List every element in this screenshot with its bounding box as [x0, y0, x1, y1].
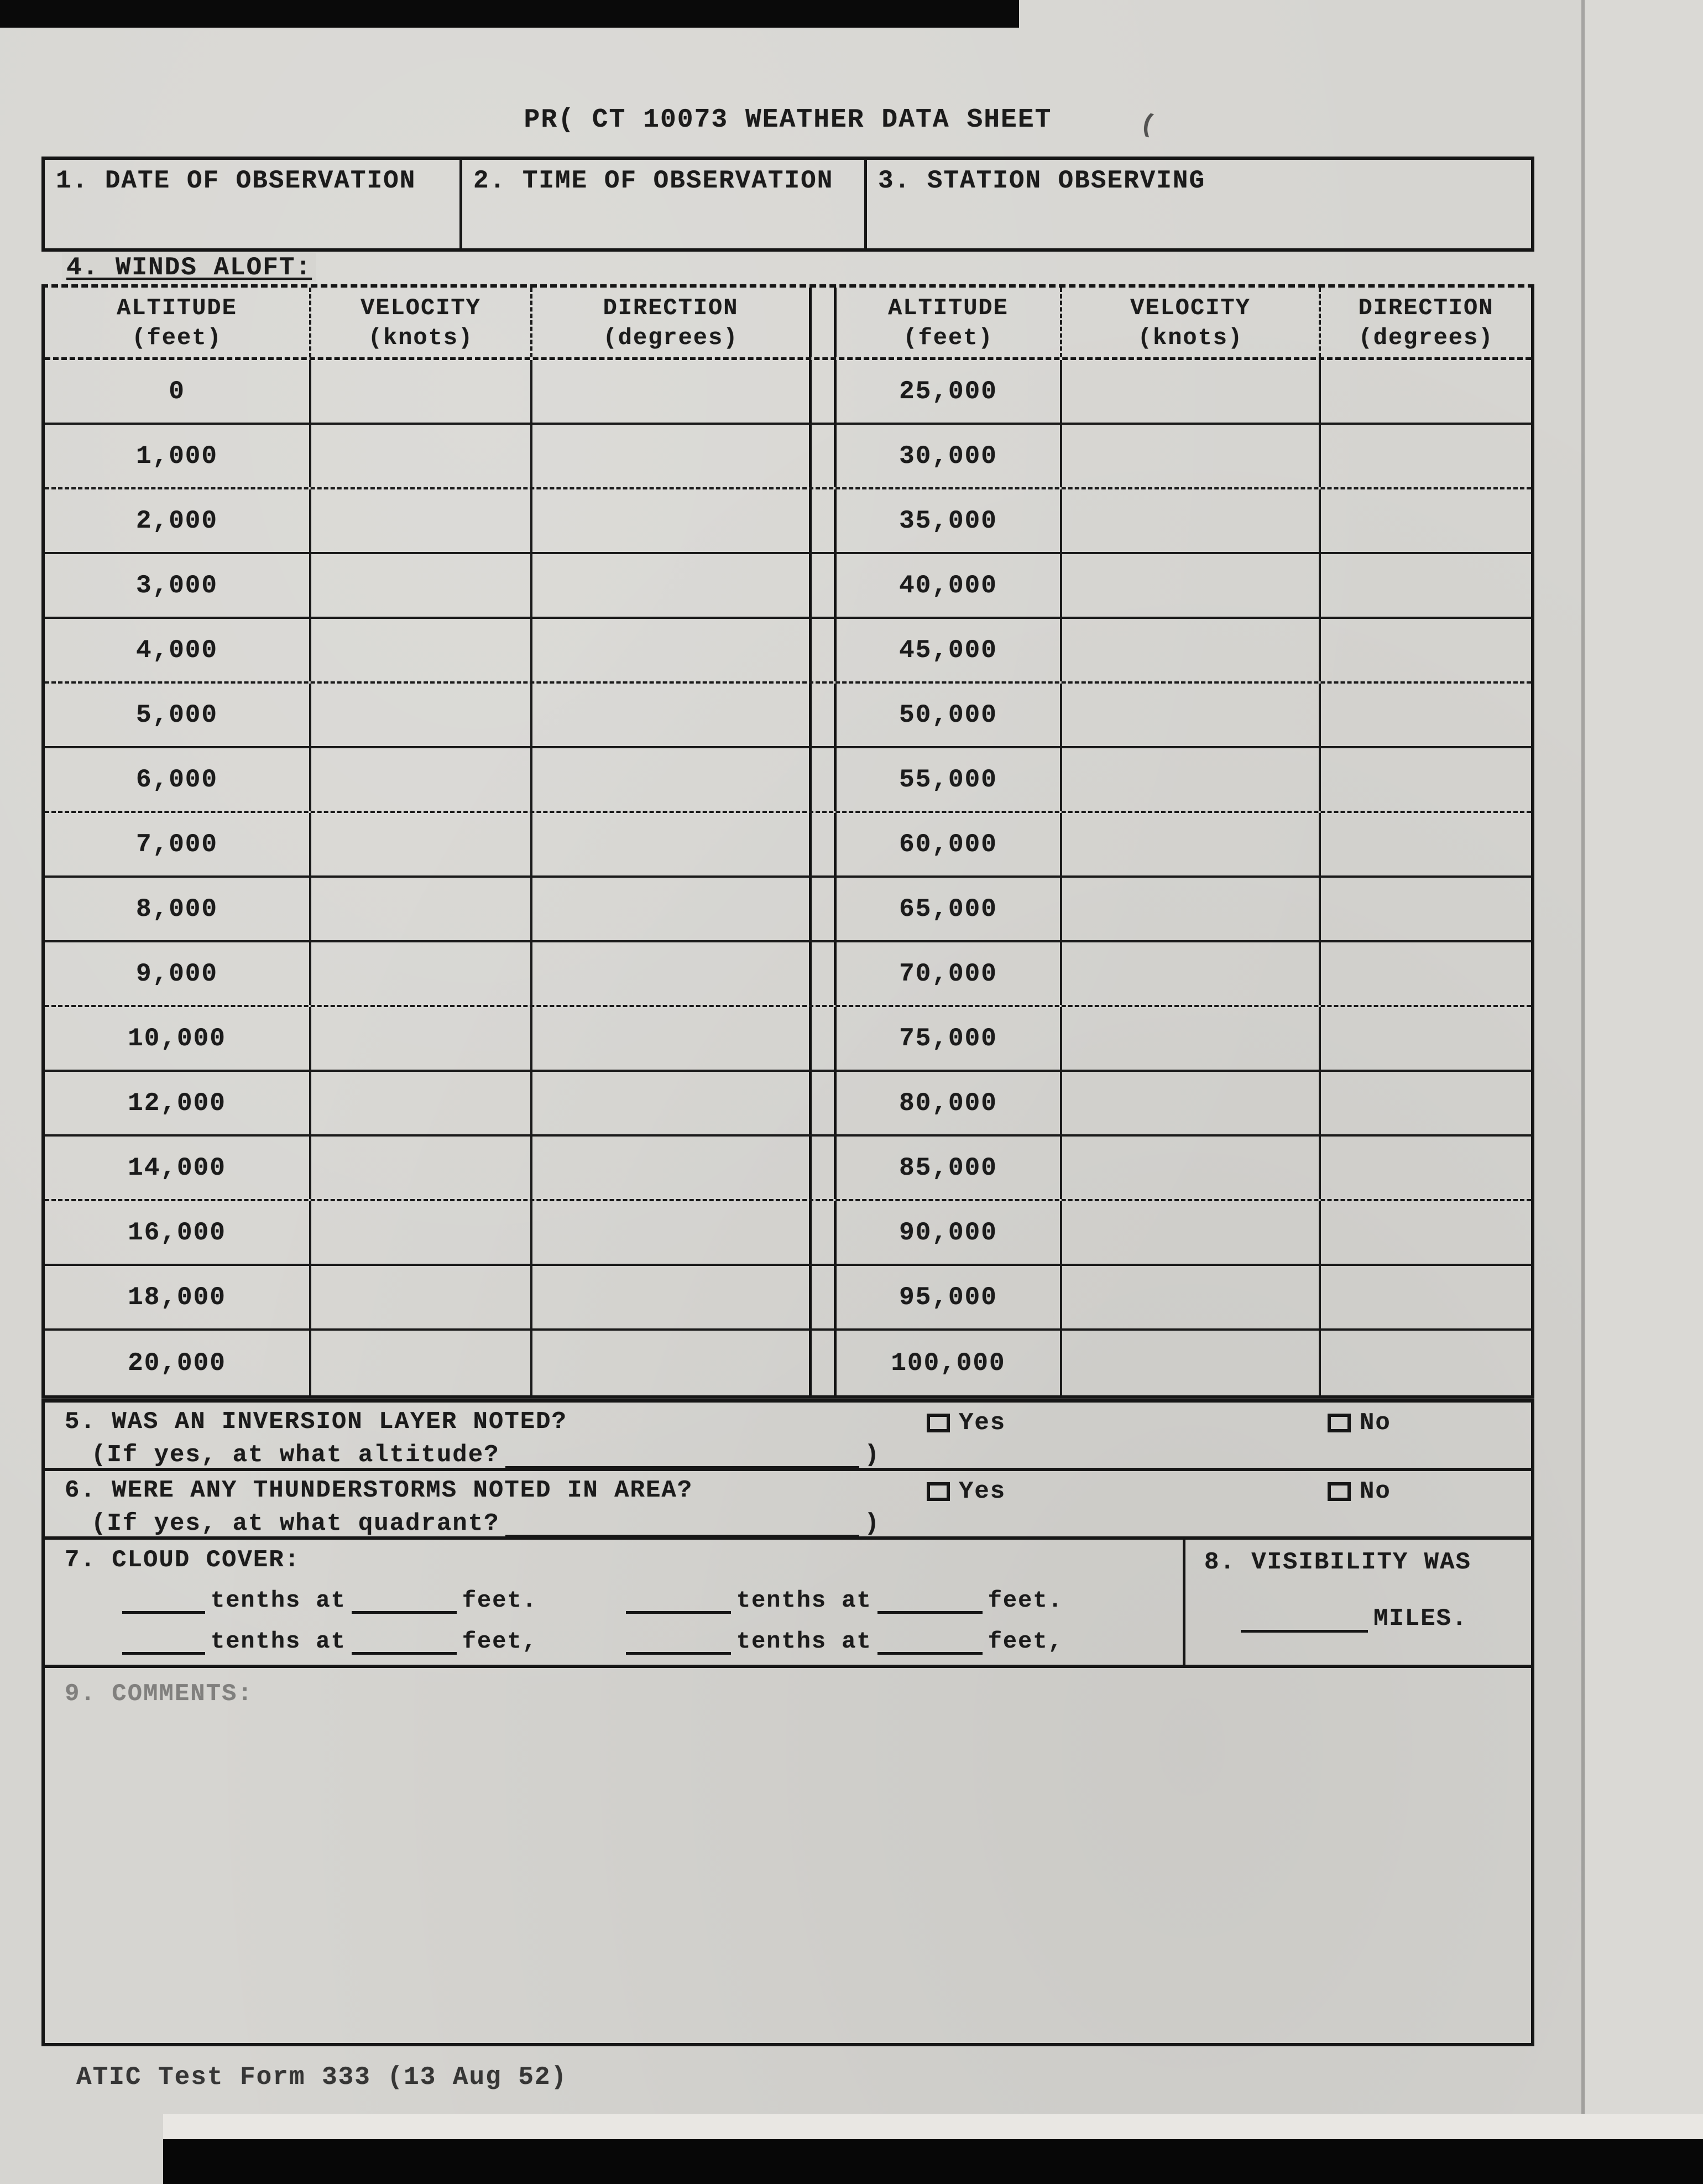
cloud-cover-section — [45, 1540, 1185, 1665]
question-subline — [91, 1510, 880, 1537]
direction-cell — [1321, 878, 1531, 940]
yes-checkbox — [927, 1482, 950, 1501]
altitude-blank — [505, 1446, 859, 1469]
altitude-cell: 65,000 — [837, 878, 1062, 940]
direction-cell — [1321, 1201, 1531, 1264]
winds-row — [45, 554, 1531, 619]
col-header-title: ALTITUDE — [117, 295, 237, 321]
cloud-cover-line-1 — [117, 1587, 1063, 1614]
direction-cell — [532, 1331, 809, 1395]
velocity-cell — [311, 425, 532, 487]
direction-cell — [1321, 1331, 1531, 1395]
col-header-velocity-left — [311, 288, 532, 357]
altitude-cell: 95,000 — [837, 1266, 1062, 1328]
table-half-divider — [809, 878, 837, 940]
tenths-blank — [122, 1591, 205, 1614]
no-option — [1328, 1478, 1391, 1505]
winds-aloft-section-label: 4. WINDS ALOFT: — [62, 253, 316, 282]
winds-aloft-table — [41, 284, 1534, 1399]
question-inversion-layer — [41, 1399, 1534, 1471]
altitude-cell: 8,000 — [45, 878, 311, 940]
table-half-divider — [809, 425, 837, 487]
table-half-divider — [809, 1266, 837, 1328]
velocity-cell — [311, 942, 532, 1005]
altitude-cell: 100,000 — [837, 1331, 1062, 1395]
tenths-blank — [626, 1632, 731, 1655]
scan-fold-line — [1581, 0, 1585, 2184]
direction-cell — [532, 1072, 809, 1134]
velocity-cell — [311, 1072, 532, 1134]
table-half-divider — [809, 1072, 837, 1134]
velocity-cell — [311, 554, 532, 617]
altitude-cell: 2,000 — [45, 489, 311, 552]
miles-blank — [1241, 1609, 1368, 1633]
altitude-cell: 60,000 — [837, 813, 1062, 875]
feet-blank — [352, 1632, 457, 1655]
direction-cell — [532, 554, 809, 617]
table-half-divider — [809, 489, 837, 552]
scan-top-black-bar — [0, 0, 1019, 28]
velocity-cell — [1062, 1201, 1321, 1264]
scan-right-margin — [1585, 0, 1703, 2184]
winds-table-body — [45, 360, 1531, 1395]
velocity-cell — [1062, 684, 1321, 746]
no-option — [1328, 1409, 1391, 1437]
table-half-divider — [809, 748, 837, 811]
table-half-divider — [809, 813, 837, 875]
direction-cell — [1321, 360, 1531, 423]
winds-table-header — [45, 288, 1531, 360]
stray-pen-mark: ( — [1137, 109, 1159, 141]
altitude-cell: 16,000 — [45, 1201, 311, 1264]
feet-label: feet, — [462, 1628, 537, 1655]
direction-cell — [532, 425, 809, 487]
direction-cell — [532, 748, 809, 811]
velocity-cell — [1062, 1137, 1321, 1199]
winds-row — [45, 748, 1531, 813]
direction-cell — [1321, 554, 1531, 617]
velocity-cell — [1062, 554, 1321, 617]
winds-row — [45, 489, 1531, 554]
no-label: No — [1360, 1478, 1391, 1505]
subline-suffix: ) — [864, 1510, 880, 1537]
velocity-cell — [311, 878, 532, 940]
altitude-cell: 85,000 — [837, 1137, 1062, 1199]
velocity-cell — [1062, 813, 1321, 875]
altitude-cell: 30,000 — [837, 425, 1062, 487]
altitude-cell: 0 — [45, 360, 311, 423]
feet-label: feet. — [462, 1587, 537, 1614]
winds-row — [45, 684, 1531, 748]
velocity-cell — [1062, 425, 1321, 487]
table-half-divider — [809, 554, 837, 617]
col-header-title: VELOCITY — [361, 295, 481, 321]
direction-cell — [532, 619, 809, 681]
winds-row — [45, 1331, 1531, 1395]
table-half-divider — [809, 1137, 837, 1199]
direction-cell — [1321, 425, 1531, 487]
altitude-cell: 45,000 — [837, 619, 1062, 681]
velocity-cell — [311, 360, 532, 423]
comments-section — [41, 1665, 1534, 2046]
field-station-observing: 3. STATION OBSERVING — [878, 166, 1206, 195]
tenths-blank — [626, 1591, 731, 1614]
comments-label: 9. COMMENTS: — [65, 1680, 253, 1708]
tenths-blank — [122, 1632, 205, 1655]
col-header-title: DIRECTION — [603, 295, 739, 321]
winds-row — [45, 360, 1531, 425]
velocity-cell — [1062, 1266, 1321, 1328]
yes-option — [927, 1478, 1006, 1505]
altitude-cell: 75,000 — [837, 1007, 1062, 1070]
no-checkbox — [1328, 1482, 1351, 1501]
velocity-cell — [1062, 1007, 1321, 1070]
table-half-divider — [809, 1201, 837, 1264]
velocity-cell — [1062, 360, 1321, 423]
yes-label: Yes — [959, 1409, 1006, 1437]
winds-row — [45, 878, 1531, 942]
direction-cell — [1321, 748, 1531, 811]
altitude-cell: 12,000 — [45, 1072, 311, 1134]
winds-row — [45, 1072, 1531, 1137]
altitude-cell: 3,000 — [45, 554, 311, 617]
table-half-divider — [809, 360, 837, 423]
direction-cell — [1321, 1007, 1531, 1070]
altitude-cell: 80,000 — [837, 1072, 1062, 1134]
velocity-cell — [1062, 942, 1321, 1005]
col-header-unit: (degrees) — [1358, 325, 1494, 351]
visibility-value-line — [1235, 1605, 1467, 1633]
altitude-cell: 5,000 — [45, 684, 311, 746]
direction-cell — [1321, 813, 1531, 875]
altitude-cell: 14,000 — [45, 1137, 311, 1199]
table-half-divider — [809, 619, 837, 681]
cloud-cover-visibility-row — [41, 1536, 1534, 1668]
altitude-cell: 90,000 — [837, 1201, 1062, 1264]
col-header-title: VELOCITY — [1130, 295, 1251, 321]
miles-label: MILES. — [1373, 1605, 1468, 1633]
col-header-title: DIRECTION — [1358, 295, 1494, 321]
velocity-cell — [311, 748, 532, 811]
col-header-direction-left — [532, 288, 809, 357]
yes-checkbox — [927, 1414, 950, 1432]
form-number-footer: ATIC Test Form 333 (13 Aug 52) — [76, 2063, 568, 2092]
tenths-at-label: tenths at — [211, 1628, 346, 1655]
direction-cell — [1321, 1266, 1531, 1328]
question-label: 6. WERE ANY THUNDERSTORMS NOTED IN AREA? — [65, 1477, 693, 1504]
velocity-cell — [1062, 748, 1321, 811]
table-half-divider — [809, 288, 837, 357]
velocity-cell — [311, 619, 532, 681]
altitude-cell: 7,000 — [45, 813, 311, 875]
velocity-cell — [1062, 489, 1321, 552]
cloud-cover-line-2 — [117, 1628, 1063, 1655]
feet-label: feet, — [988, 1628, 1063, 1655]
col-header-unit: (feet) — [132, 325, 222, 351]
altitude-cell: 50,000 — [837, 684, 1062, 746]
velocity-cell — [311, 813, 532, 875]
cloud-cover-label: 7. CLOUD COVER: — [65, 1546, 301, 1574]
tenths-at-label: tenths at — [736, 1587, 872, 1614]
tenths-at-label: tenths at — [736, 1628, 872, 1655]
winds-row — [45, 1137, 1531, 1201]
direction-cell — [1321, 1137, 1531, 1199]
col-header-altitude-right — [837, 288, 1062, 357]
winds-row — [45, 425, 1531, 489]
field-time-of-observation: 2. TIME OF OBSERVATION — [462, 160, 867, 248]
direction-cell — [532, 1266, 809, 1328]
velocity-cell — [311, 1266, 532, 1328]
direction-cell — [1321, 1072, 1531, 1134]
subline-prefix: (If yes, at what quadrant? — [91, 1510, 500, 1537]
altitude-cell: 18,000 — [45, 1266, 311, 1328]
table-half-divider — [809, 684, 837, 746]
direction-cell — [1321, 684, 1531, 746]
altitude-cell: 35,000 — [837, 489, 1062, 552]
col-header-unit: (degrees) — [603, 325, 739, 351]
scan-bottom-white-strip — [163, 2114, 1703, 2139]
velocity-cell — [311, 1331, 532, 1395]
direction-cell — [532, 360, 809, 423]
velocity-cell — [1062, 1072, 1321, 1134]
altitude-cell: 20,000 — [45, 1331, 311, 1395]
direction-cell — [532, 684, 809, 746]
winds-row — [45, 942, 1531, 1007]
col-header-unit: (feet) — [903, 325, 994, 351]
observation-header-row — [41, 157, 1534, 252]
tenths-at-label: tenths at — [211, 1587, 346, 1614]
direction-cell — [532, 1201, 809, 1264]
altitude-cell: 9,000 — [45, 942, 311, 1005]
col-header-title: ALTITUDE — [888, 295, 1009, 321]
question-subline — [91, 1441, 880, 1469]
subline-suffix: ) — [864, 1441, 880, 1469]
direction-cell — [532, 942, 809, 1005]
velocity-cell — [1062, 1331, 1321, 1395]
winds-row — [45, 813, 1531, 878]
velocity-cell — [311, 684, 532, 746]
altitude-cell: 10,000 — [45, 1007, 311, 1070]
col-header-unit: (knots) — [1137, 325, 1244, 351]
scan-bottom-black-bar — [163, 2139, 1703, 2184]
direction-cell — [532, 1137, 809, 1199]
visibility-label: 8. VISIBILITY WAS — [1204, 1549, 1471, 1576]
winds-row — [45, 1266, 1531, 1331]
velocity-cell — [311, 1007, 532, 1070]
col-header-altitude-left — [45, 288, 311, 357]
quadrant-blank — [505, 1514, 859, 1537]
velocity-cell — [311, 1201, 532, 1264]
feet-blank — [352, 1591, 457, 1614]
question-thunderstorms — [41, 1468, 1534, 1540]
altitude-cell: 40,000 — [837, 554, 1062, 617]
winds-row — [45, 1007, 1531, 1072]
field-date-of-observation: 1. DATE OF OBSERVATION — [45, 160, 462, 248]
table-half-divider — [809, 942, 837, 1005]
direction-cell — [532, 813, 809, 875]
altitude-cell: 4,000 — [45, 619, 311, 681]
yes-option — [927, 1409, 1006, 1437]
feet-blank — [877, 1632, 983, 1655]
visibility-section — [1185, 1540, 1531, 1665]
direction-cell — [532, 1007, 809, 1070]
page-title: PR( CT 10073 WEATHER DATA SHEET — [524, 105, 1052, 135]
table-half-divider — [809, 1007, 837, 1070]
no-checkbox — [1328, 1414, 1351, 1432]
altitude-cell: 70,000 — [837, 942, 1062, 1005]
direction-cell — [1321, 619, 1531, 681]
question-label: 5. WAS AN INVERSION LAYER NOTED? — [65, 1408, 567, 1436]
winds-row — [45, 619, 1531, 684]
velocity-cell — [1062, 878, 1321, 940]
direction-cell — [1321, 942, 1531, 1005]
yes-label: Yes — [959, 1478, 1006, 1505]
table-half-divider — [809, 1331, 837, 1395]
velocity-cell — [311, 1137, 532, 1199]
velocity-cell — [311, 489, 532, 552]
velocity-cell — [1062, 619, 1321, 681]
col-header-unit: (knots) — [368, 325, 474, 351]
direction-cell — [532, 878, 809, 940]
feet-label: feet. — [988, 1587, 1063, 1614]
winds-row — [45, 1201, 1531, 1266]
altitude-cell: 25,000 — [837, 360, 1062, 423]
no-label: No — [1360, 1409, 1391, 1437]
feet-blank — [877, 1591, 983, 1614]
col-header-direction-right — [1321, 288, 1531, 357]
col-header-velocity-right — [1062, 288, 1321, 357]
direction-cell — [532, 489, 809, 552]
altitude-cell: 1,000 — [45, 425, 311, 487]
direction-cell — [1321, 489, 1531, 552]
subline-prefix: (If yes, at what altitude? — [91, 1441, 500, 1469]
altitude-cell: 55,000 — [837, 748, 1062, 811]
altitude-cell: 6,000 — [45, 748, 311, 811]
